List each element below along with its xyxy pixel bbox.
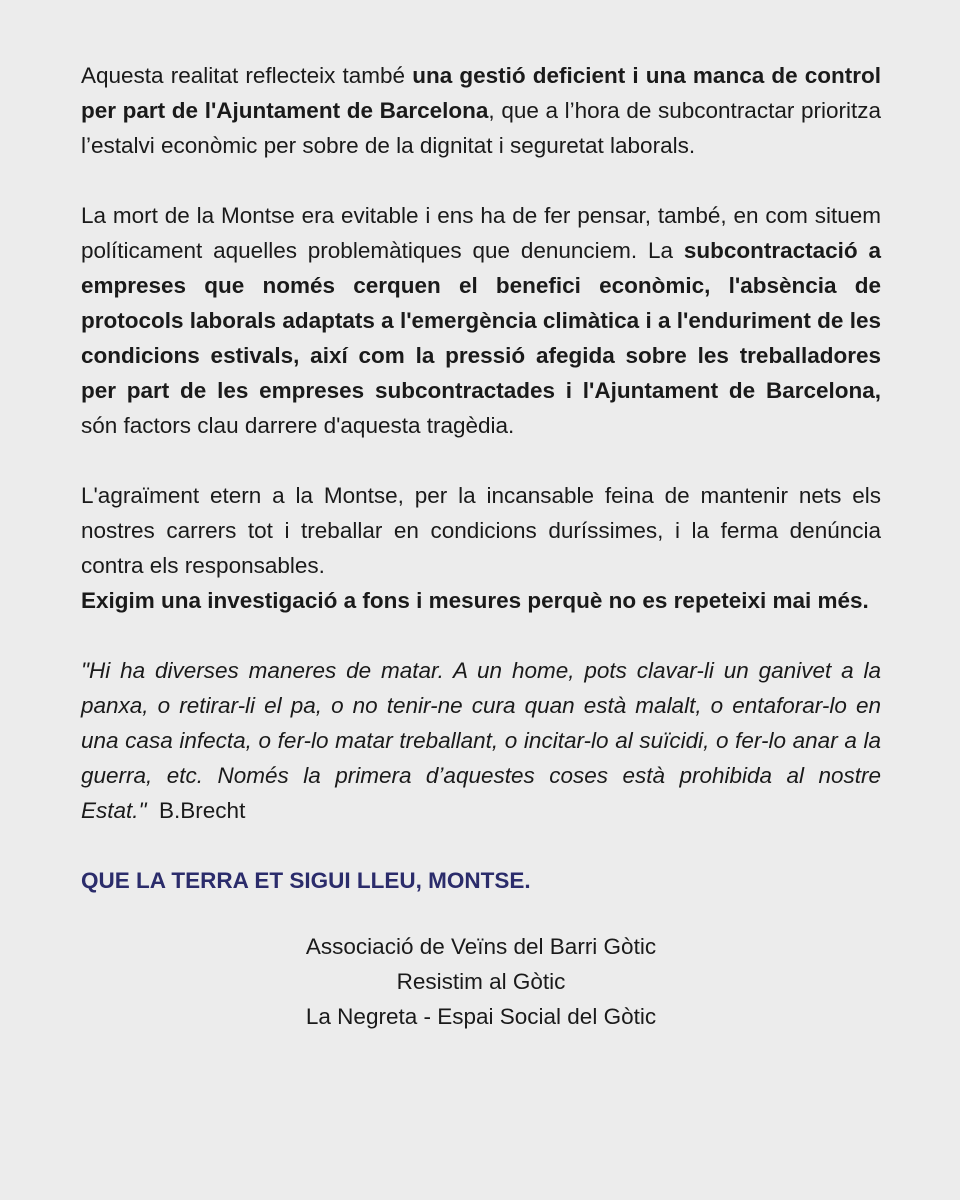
spacer <box>81 443 881 478</box>
paragraph-management-highlight: una gestió deficient i una manca de control per part de l'Ajuntament de Barcelona <box>81 63 881 123</box>
paragraph-management-intro: Aquesta realitat reflecteix també <box>81 63 413 88</box>
paragraph-management <box>81 58 881 163</box>
quote-text: "Hi ha diverses maneres de matar. A un home, pots clavar-li un ganivet a la panxa, o retirar-li el pa, o no tenir-ne cura quan està malalt, o entaforar-lo en una casa infecta, o fer-lo matar treballant, o incitar-lo al suïcidi, o fer-lo anar a la guerra, etc. Només la primera d’aquestes coses està prohibida al nostre Estat." <box>81 658 881 823</box>
demand-statement <box>81 583 881 618</box>
farewell-heading: QUE LA TERRA ET SIGUI LLEU, MONTSE. <box>81 868 531 893</box>
paragraph-causes-rest: són factors clau darrere d'aquesta tragèdia. <box>81 413 515 438</box>
spacer <box>81 618 881 653</box>
paragraph-causes-highlight: subcontractació a empreses que només cerquen el benefici econòmic, l'absència de protocols laborals adaptats a l'emergència climàtica i a l'enduriment de les condicions estivals, així com la pressió afegida sobre les treballadores per part de les empreses subcontractades i l'Ajuntament de Barcelona, <box>81 238 881 403</box>
statement-document <box>81 58 881 1034</box>
signature-line: La Negreta - Espai Social del Gòtic <box>305 1004 657 1029</box>
signature-line: Associació de Veïns del Barri Gòtic <box>305 934 657 959</box>
quote-author: B.Brecht <box>159 798 246 823</box>
signature-line: Resistim al Gòtic <box>396 969 566 994</box>
paragraph-causes <box>81 198 881 443</box>
signatures-block <box>81 929 881 1034</box>
spacer <box>81 163 881 198</box>
paragraph-gratitude: L'agraïment etern a la Montse, per la incansable feina de mantenir nets els nostres carrers tot i treballar en condicions duríssimes, i la ferma denúncia contra els responsables. <box>81 483 881 578</box>
paragraph-causes-intro: La mort de la Montse era evitable i ens ha de fer pensar, també, en com situem políticament aquelles problemàtiques que denunciem. La <box>81 203 881 263</box>
paragraph-management-rest: , que a l’hora de subcontractar prioritza l’estalvi econòmic per sobre de la dignitat i seguretat laborals. <box>81 98 881 158</box>
demand-text: Exigim una investigació a fons i mesures perquè no es repeteixi mai més. <box>81 588 869 613</box>
brecht-quote <box>81 653 881 828</box>
